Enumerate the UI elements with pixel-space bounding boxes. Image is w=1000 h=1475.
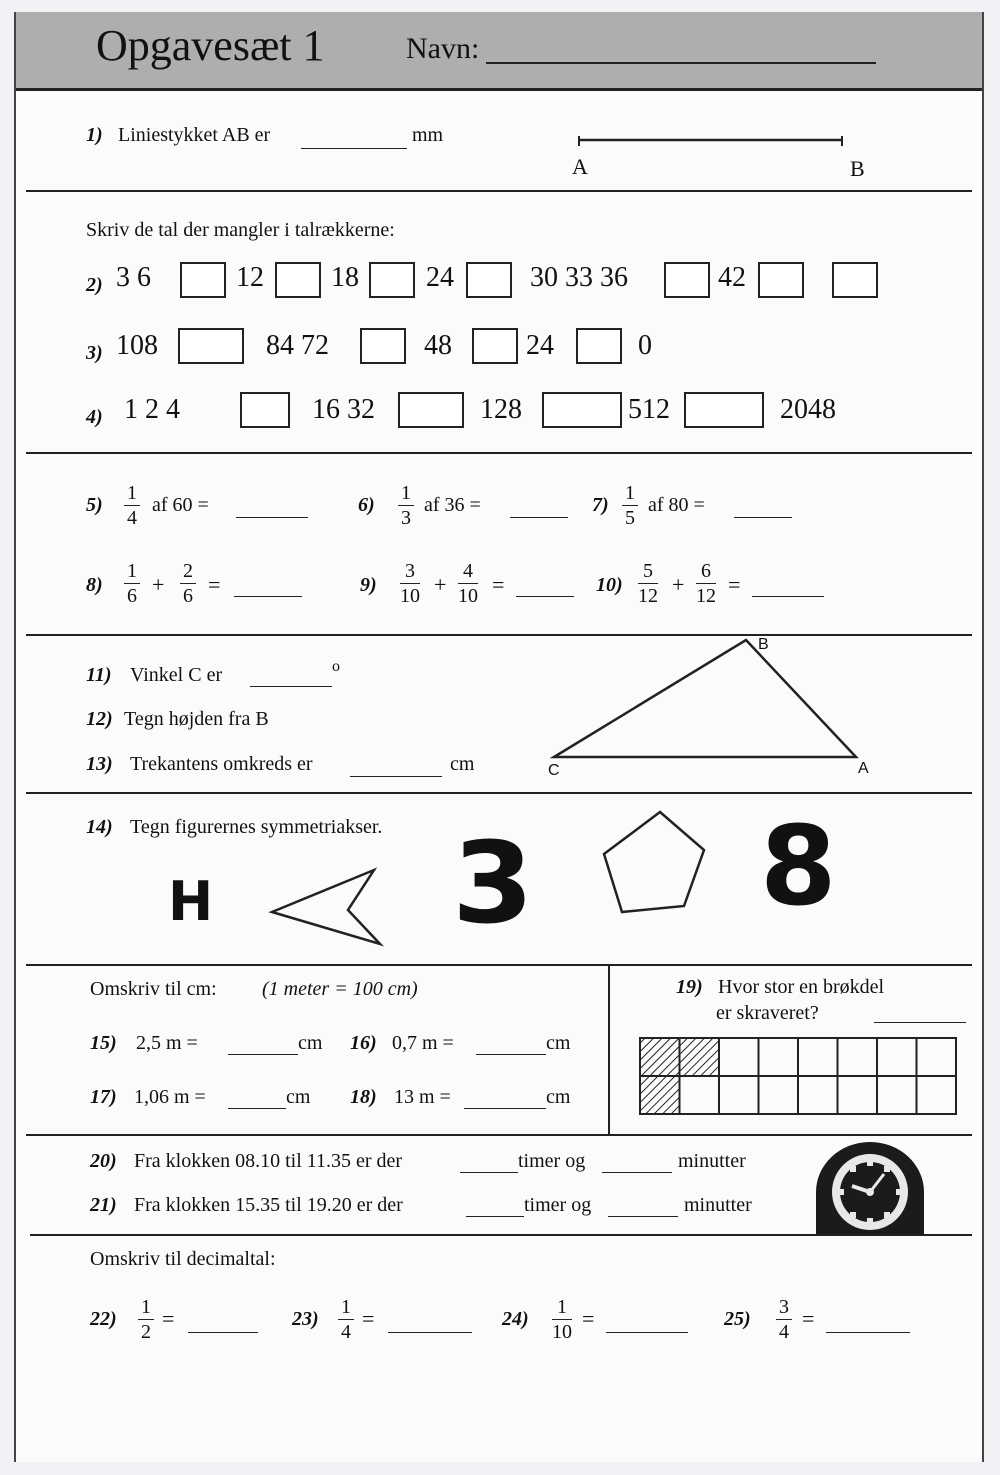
grid-cell: [719, 1038, 759, 1076]
digit-8-figure: 8: [760, 802, 837, 930]
q3-term: 84 72: [266, 330, 329, 361]
q17-answer-blank[interactable]: [228, 1108, 286, 1109]
q22-number: 22): [90, 1308, 117, 1330]
grid-cell-shaded: [640, 1076, 680, 1114]
grid-cell: [917, 1038, 957, 1076]
q10-fraction-2: 6 12: [696, 560, 716, 607]
q3-term: 0: [638, 330, 652, 361]
q21-hours-blank[interactable]: [466, 1216, 524, 1217]
q20-number: 20): [90, 1150, 117, 1172]
q2-term: 12: [236, 262, 264, 293]
q4-term: 1 2 4: [124, 394, 180, 425]
sequence-instruction: Skriv de tal der mangler i talrækkerne:: [86, 219, 395, 241]
grid-cell: [838, 1038, 878, 1076]
line-segment-ab: [576, 132, 866, 172]
q3-number: 3): [86, 342, 103, 364]
divider: [26, 452, 972, 454]
q1-unit: mm: [412, 124, 444, 146]
q5-number: 5): [86, 494, 103, 516]
divider: [26, 190, 972, 192]
letter-h-figure: H: [168, 870, 214, 933]
arrowhead-shape: [266, 864, 396, 949]
q2-box-7[interactable]: [832, 262, 878, 298]
q21-number: 21): [90, 1194, 117, 1216]
q8-fraction-2: 2 6: [180, 560, 196, 607]
q18-number: 18): [350, 1086, 377, 1108]
q24-number: 24): [502, 1308, 529, 1330]
q2-box-6[interactable]: [758, 262, 804, 298]
q2-box-2[interactable]: [275, 262, 321, 298]
q23-fraction: 1 4: [338, 1296, 354, 1343]
grid-cell: [917, 1076, 957, 1114]
q2-box-5[interactable]: [664, 262, 710, 298]
vertical-divider: [608, 964, 610, 1134]
q4-number: 4): [86, 406, 103, 428]
equals-sign: =: [362, 1306, 375, 1331]
point-a-label: A: [572, 154, 588, 179]
q13-text: Trekantens omkreds er: [130, 753, 313, 775]
q21-hours-label: timer og: [524, 1194, 592, 1216]
q9-answer-blank[interactable]: [516, 596, 574, 597]
q10-fraction-1: 5 12: [638, 560, 658, 607]
q25-fraction: 3 4: [776, 1296, 792, 1343]
q10-number: 10): [596, 574, 623, 596]
q24-answer-blank[interactable]: [606, 1332, 688, 1333]
q16-number: 16): [350, 1032, 377, 1054]
grid-cell-shaded: [680, 1038, 720, 1076]
vertex-b-label: B: [758, 636, 769, 653]
q2-term: 42: [718, 262, 746, 293]
q4-box-2[interactable]: [398, 392, 464, 428]
digit-3-figure: 3: [452, 819, 534, 949]
q19-text-line1: Hvor stor en brøkdel: [718, 976, 885, 998]
q7-answer-blank[interactable]: [734, 517, 792, 518]
q20-minutes-blank[interactable]: [602, 1172, 672, 1173]
grid-cell: [877, 1076, 917, 1114]
q21-minutes-label: minutter: [684, 1194, 752, 1216]
q4-box-3[interactable]: [542, 392, 622, 428]
q13-unit: cm: [450, 753, 475, 775]
q6-number: 6): [358, 494, 375, 516]
q21-text: Fra klokken 15.35 til 19.20 er der: [134, 1194, 403, 1216]
q18-unit: cm: [546, 1086, 571, 1108]
page-title: Opgavesæt 1: [96, 21, 325, 70]
q3-box-3[interactable]: [472, 328, 518, 364]
equals-sign: =: [728, 572, 741, 597]
q14-text: Tegn figurernes symmetriakser.: [130, 816, 383, 838]
q23-number: 23): [292, 1308, 319, 1330]
q7-fraction: 1 5: [622, 482, 638, 529]
q17-unit: cm: [286, 1086, 311, 1108]
q13-number: 13): [86, 753, 113, 775]
q14-number: 14): [86, 816, 113, 838]
q16-unit: cm: [546, 1032, 571, 1054]
q12-text: Tegn højden fra B: [124, 708, 269, 730]
q25-number: 25): [724, 1308, 751, 1330]
conversion-title: Omskriv til cm:: [90, 978, 217, 1000]
q15-number: 15): [90, 1032, 117, 1054]
worksheet: [14, 12, 984, 1462]
name-label: Navn:: [406, 32, 480, 65]
equals-sign: =: [208, 572, 221, 597]
q2-number: 2): [86, 274, 103, 296]
grid-cell: [759, 1076, 799, 1114]
q12-number: 12): [86, 708, 113, 730]
triangle-abc: [546, 632, 876, 782]
q1-answer-blank[interactable]: [301, 148, 407, 149]
q3-term: 24: [526, 330, 554, 361]
q16-text: 0,7 m =: [392, 1032, 454, 1054]
q3-term: 48: [424, 330, 452, 361]
q24-fraction: 1 10: [552, 1296, 572, 1343]
pentagon-shape: [596, 802, 716, 922]
q3-box-4[interactable]: [576, 328, 622, 364]
grid-cell: [680, 1076, 720, 1114]
header-band: [16, 12, 982, 91]
q8-fraction-1: 1 6: [124, 560, 140, 607]
q4-term: 2048: [780, 394, 836, 425]
q22-fraction: 1 2: [138, 1296, 154, 1343]
shaded-grid: [638, 1036, 956, 1120]
q3-term: 108: [116, 330, 158, 361]
degree-sign: o: [332, 658, 340, 675]
q18-text: 13 m =: [394, 1086, 451, 1108]
q19-text-line2: er skraveret?: [716, 1002, 819, 1024]
grid-cell: [719, 1076, 759, 1114]
divider: [26, 792, 972, 794]
plus-sign: +: [152, 572, 165, 597]
q16-answer-blank[interactable]: [476, 1054, 546, 1055]
q1-text: Liniestykket AB er: [118, 124, 271, 146]
q22-answer-blank[interactable]: [188, 1332, 258, 1333]
q5-text: af 60 =: [152, 494, 209, 516]
q6-text: af 36 =: [424, 494, 481, 516]
q15-unit: cm: [298, 1032, 323, 1054]
q13-answer-blank[interactable]: [350, 776, 442, 777]
q20-text: Fra klokken 08.10 til 11.35 er der: [134, 1150, 403, 1172]
grid-cell: [877, 1038, 917, 1076]
q9-number: 9): [360, 574, 377, 596]
divider: [30, 1234, 972, 1236]
q18-answer-blank[interactable]: [464, 1108, 546, 1109]
plus-sign: +: [434, 572, 447, 597]
q2-term: 24: [426, 262, 454, 293]
q3-box-1[interactable]: [178, 328, 244, 364]
q7-number: 7): [592, 494, 609, 516]
equals-sign: =: [492, 572, 505, 597]
q19-number: 19): [676, 976, 703, 998]
q15-answer-blank[interactable]: [228, 1054, 298, 1055]
q21-minutes-blank[interactable]: [608, 1216, 678, 1217]
q2-term: 3 6: [116, 262, 151, 293]
q8-answer-blank[interactable]: [234, 596, 302, 597]
q23-answer-blank[interactable]: [388, 1332, 472, 1333]
clock-icon: [812, 1140, 928, 1234]
q17-text: 1,06 m =: [134, 1086, 206, 1108]
grid-cell: [759, 1038, 799, 1076]
q20-hours-label: timer og: [518, 1150, 586, 1172]
q1-number: 1): [86, 124, 103, 146]
grid-cell: [838, 1076, 878, 1114]
q3-box-2[interactable]: [360, 328, 406, 364]
divider: [26, 1134, 972, 1136]
equals-sign: =: [582, 1306, 595, 1331]
q6-fraction: 1 3: [398, 482, 414, 529]
q4-box-4[interactable]: [684, 392, 764, 428]
q11-number: 11): [86, 664, 112, 686]
q4-term: 128: [480, 394, 522, 425]
q2-term: 18: [331, 262, 359, 293]
equals-sign: =: [802, 1306, 815, 1331]
vertex-a-label: A: [858, 760, 869, 777]
q4-term: 512: [628, 394, 670, 425]
q4-box-1[interactable]: [240, 392, 290, 428]
q25-answer-blank[interactable]: [826, 1332, 910, 1333]
conversion-hint: (1 meter = 100 cm): [262, 978, 418, 1000]
q17-number: 17): [90, 1086, 117, 1108]
q5-answer-blank[interactable]: [236, 517, 308, 518]
grid-cell-shaded: [640, 1038, 680, 1076]
q2-box-3[interactable]: [369, 262, 415, 298]
q7-text: af 80 =: [648, 494, 705, 516]
equals-sign: =: [162, 1306, 175, 1331]
q5-fraction: 1 4: [124, 482, 140, 529]
vertex-c-label: C: [548, 762, 560, 779]
q9-fraction-2: 4 10: [458, 560, 478, 607]
grid-cell: [798, 1038, 838, 1076]
q20-minutes-label: minutter: [678, 1150, 746, 1172]
q2-box-4[interactable]: [466, 262, 512, 298]
q2-box-1[interactable]: [180, 262, 226, 298]
q9-fraction-1: 3 10: [400, 560, 420, 607]
q10-answer-blank[interactable]: [752, 596, 824, 597]
q4-term: 16 32: [312, 394, 375, 425]
q8-number: 8): [86, 574, 103, 596]
point-b-label: B: [850, 156, 865, 181]
q20-hours-blank[interactable]: [460, 1172, 518, 1173]
plus-sign: +: [672, 572, 685, 597]
grid-cell: [798, 1076, 838, 1114]
name-field[interactable]: [486, 62, 876, 64]
q11-answer-blank[interactable]: [250, 686, 332, 687]
q19-answer-blank[interactable]: [874, 1022, 966, 1023]
q2-term: 30 33 36: [530, 262, 628, 293]
q6-answer-blank[interactable]: [510, 517, 568, 518]
decimals-title: Omskriv til decimaltal:: [90, 1248, 276, 1270]
q15-text: 2,5 m =: [136, 1032, 198, 1054]
q11-text: Vinkel C er: [130, 664, 223, 686]
divider: [26, 964, 972, 966]
